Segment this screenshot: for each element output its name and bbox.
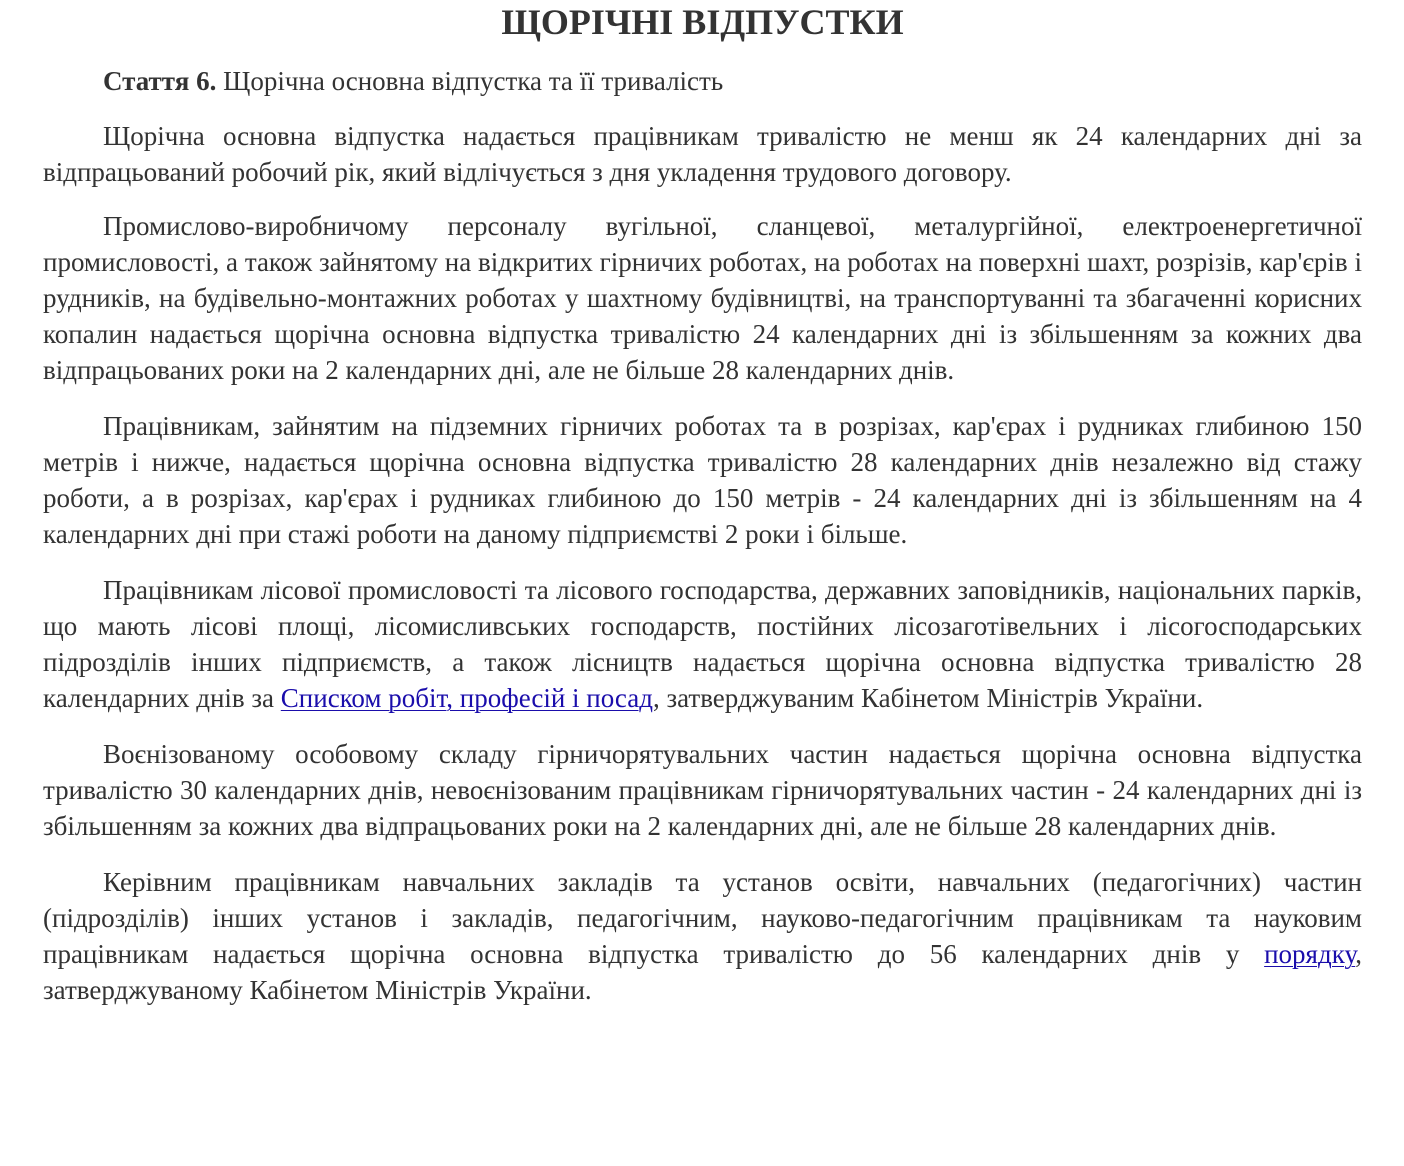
paragraph-4 [43, 572, 1362, 716]
article-heading [43, 63, 1362, 99]
section-title: ЩОРІЧНІ ВІДПУСТКИ [501, 2, 904, 42]
paragraph-6 [43, 864, 1362, 1008]
list-of-works-link[interactable]: Списком робіт, професій і посад [280, 683, 653, 713]
article-title: Щорічна основна відпустка та її тривалість [216, 66, 724, 96]
paragraph-6-text-before: Керівним працівникам навчальних закладів та установ освіти, навчальних (педагогічних) частин (підрозділів) інших установ і закладів, педагогічним, науково-педагогічним працівникам та науковим працівникам надається щорічна основна відпустка тривалістю до 56 календарних днів у [43, 867, 1362, 969]
paragraph-2: Промислово-виробничому персоналу вугільної, сланцевої, металургійної, електроенергетичної промисловості, а також зайнятому на відкритих гірничих роботах, на роботах на поверхні шахт, розрізів, кар'єрів і рудників, на будівельно-монтажних роботах у шахтному будівництві, на транспортуванні та збагаченні корисних копалин надається щорічна основна відпустка тривалістю 24 календарних дні із збільшенням за кожних два відпрацьованих роки на 2 календарних дні, але не більше 28 календарних днів. [43, 211, 1362, 385]
paragraph-4-text-before: Працівникам лісової промисловості та лісового господарства, державних заповідників, національних парків, що мають лісові площі, лісомисливських господарств, постійних лісозаготівельних і лісогосподарських підрозділів інших підприємств, а також лісництв надається щорічна основна відпустка тривалістю 28 календарних днів за [43, 575, 1362, 713]
paragraph-1: Щорічна основна відпустка надається працівникам тривалістю не менш як 24 календарних дні за відпрацьований робочий рік, який відлічується з дня укладення трудового договору. [43, 121, 1362, 187]
paragraph-6-text-after: , затверджуваному Кабінетом Міністрів України. [43, 939, 1362, 1005]
paragraph-3: Працівникам, зайнятим на підземних гірничих роботах та в розрізах, кар'єрах і рудниках глибиною 150 метрів і нижче, надається щорічна основна відпустка тривалістю 28 календарних днів незалежно від стажу роботи, а в розрізах, кар'єрах і рудниках глибиною до 150 метрів - 24 календарних дні із збільшенням на 4 календарних дні при стажі роботи на даному підприємстві 2 роки і більше. [43, 411, 1362, 549]
article-number: Стаття 6. [103, 66, 217, 96]
paragraph-4-text-after: , затверджуваним Кабінетом Міністрів України. [652, 683, 1204, 713]
paragraph-5: Воєнізованому особовому складу гірничорятувальних частин надається щорічна основна відпустка тривалістю 30 календарних днів, невоєнізованим працівникам гірничорятувальних частин - 24 календарних дні із збільшенням за кожних два відпрацьованих роки на 2 календарних дні, але не більше 28 календарних днів. [43, 739, 1362, 841]
procedure-link[interactable]: порядку [1264, 939, 1356, 969]
document-page [43, 0, 1362, 1008]
